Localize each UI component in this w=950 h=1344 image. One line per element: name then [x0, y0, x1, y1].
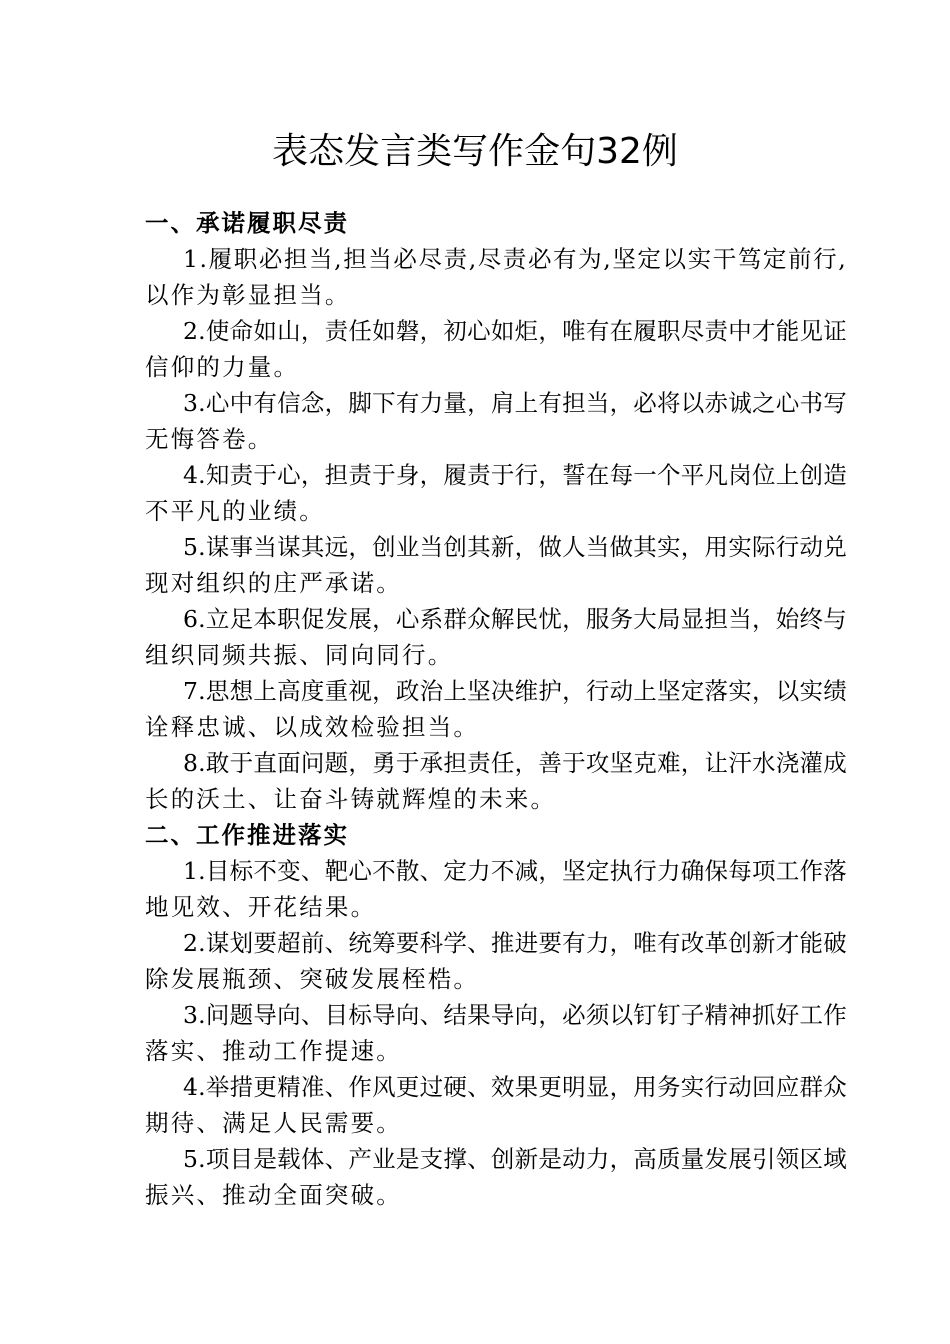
item-line: 8.敢于直面问题，勇于承担责任，善于攻坚克难，让汗水浇灌成: [183, 749, 847, 777]
item-line: 5.谋事当谋其远，创业当创其新，做人当做其实，用实际行动兑: [183, 533, 847, 561]
section-heading: 一、承诺履职尽责: [145, 209, 349, 237]
section-heading: 二、工作推进落实: [145, 821, 349, 849]
document-body: [107, 205, 847, 1213]
list-item: [107, 313, 847, 385]
list-item: [107, 1141, 847, 1213]
item-line: 以作为彰显担当。: [145, 281, 351, 309]
item-line: 5.项目是载体、产业是支撑、创新是动力，高质量发展引领区域: [183, 1145, 847, 1173]
item-line: 1.目标不变、靶心不散、定力不减，坚定执行力确保每项工作落: [183, 857, 847, 885]
item-line: 无悔答卷。: [145, 425, 274, 453]
item-line: 信仰的力量。: [145, 353, 300, 381]
item-line: 除发展瓶颈、突破发展桎梏。: [145, 965, 480, 993]
item-line: 7.思想上高度重视，政治上坚决维护，行动上坚定落实，以实绩: [183, 677, 847, 705]
item-line: 地见效、开花结果。: [145, 893, 377, 921]
item-line: 3.心中有信念，脚下有力量，肩上有担当，必将以赤诚之心书写: [183, 389, 847, 417]
list-item: [107, 385, 847, 457]
list-item: [107, 925, 847, 997]
list-item: [107, 601, 847, 673]
item-line: 2.使命如山，责任如磐，初心如炬，唯有在履职尽责中才能见证: [183, 317, 847, 345]
item-line: 现对组织的庄严承诺。: [145, 569, 402, 597]
item-line: 3.问题导向、目标导向、结果导向，必须以钉钉子精神抓好工作: [183, 1001, 847, 1029]
list-item: [107, 745, 847, 817]
item-line: 2.谋划要超前、统筹要科学、推进要有力，唯有改革创新才能破: [183, 929, 847, 957]
list-item: [107, 241, 847, 313]
list-item: [107, 673, 847, 745]
item-line: 长的沃土、让奋斗铸就辉煌的未来。: [145, 785, 557, 813]
list-item: [107, 853, 847, 925]
item-line: 振兴、推动全面突破。: [145, 1181, 402, 1209]
list-item: [107, 1069, 847, 1141]
item-line: 组织同频共振、同向同行。: [145, 641, 454, 669]
list-item: [107, 529, 847, 601]
item-line: 1.履职必担当,担当必尽责,尽责必有为,坚定以实干笃定前行,: [183, 245, 848, 273]
item-line: 不平凡的业绩。: [145, 497, 325, 525]
document-title: 表态发言类写作金句32例: [272, 131, 678, 172]
list-item: [107, 997, 847, 1069]
item-line: 期待、满足人民需要。: [145, 1109, 402, 1137]
item-line: 6.立足本职促发展，心系群众解民忧，服务大局显担当，始终与: [183, 605, 847, 633]
item-line: 4.知责于心，担责于身，履责于行，誓在每一个平凡岗位上创造: [183, 461, 847, 489]
item-line: 落实、推动工作提速。: [145, 1037, 402, 1065]
list-item: [107, 457, 847, 529]
item-line: 4.举措更精准、作风更过硬、效果更明显，用务实行动回应群众: [183, 1073, 847, 1101]
item-line: 诠释忠诚、以成效检验担当。: [145, 713, 480, 741]
